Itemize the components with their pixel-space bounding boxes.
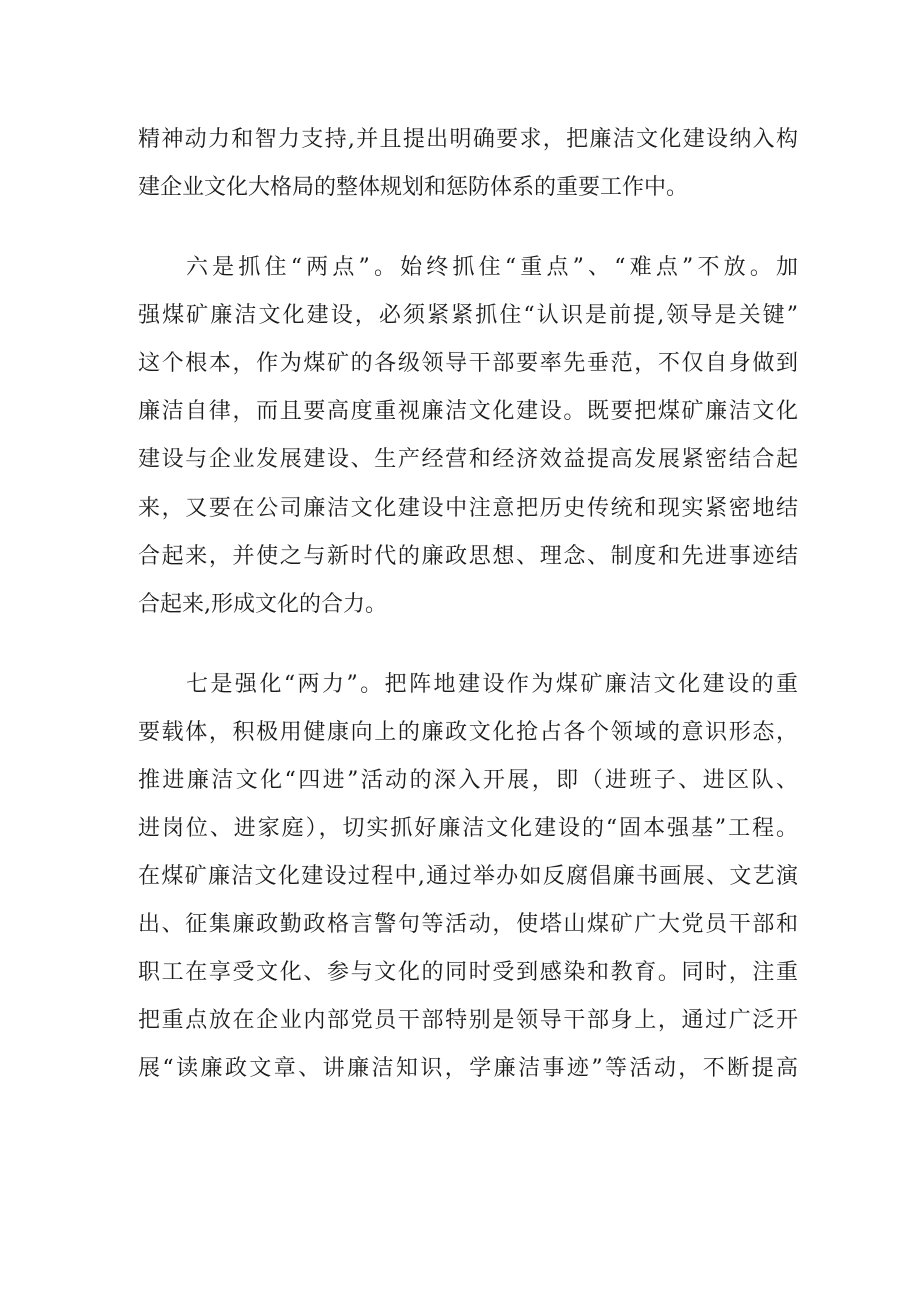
text-line: 强煤矿廉洁文化建设，必须紧紧抓住“认识是前提,领导是关键”	[138, 303, 798, 328]
text-line: 在煤矿廉洁文化建设过程中,通过举办如反腐倡廉书画展、文艺演	[138, 864, 798, 889]
text-line: 合起来,形成文化的合力。	[138, 592, 387, 617]
text-line: 进岗位、进家庭），切实抓好廉洁文化建设的“固本强基”工程。	[138, 816, 798, 841]
text-line: 建设与企业发展建设、生产经营和经济效益提高发展紧密结合起	[138, 447, 798, 472]
text-line: 这个根本，作为煤矿的各级领导干部要率先垂范，不仅自身做到	[138, 351, 798, 376]
text-line: 精神动力和智力支持,并且提出明确要求，把廉洁文化建设纳入构	[138, 127, 798, 152]
text-line: 合起来，并使之与新时代的廉政思想、理念、制度和先进事迹结	[138, 544, 798, 569]
text-line: 廉洁自律，而且要高度重视廉洁文化建设。既要把煤矿廉洁文化	[138, 399, 798, 424]
text-line: 要载体，积极用健康向上的廉政文化抢占各个领域的意识形态，	[138, 720, 798, 745]
paragraph-six-first-line: 六是抓住“两点”。始终抓住“重点”、“难点”不放。加	[186, 255, 798, 280]
text-line: 来，又要在公司廉洁文化建设中注意把历史传统和现实紧密地结	[138, 496, 798, 521]
text-line: 推进廉洁文化“四进”活动的深入开展，即（进班子、进区队、	[138, 768, 798, 793]
paragraph-seven-first-line: 七是强化“两力”。把阵地建设作为煤矿廉洁文化建设的重	[186, 672, 798, 697]
text-line: 职工在享受文化、参与文化的同时受到感染和教育。同时，注重	[138, 960, 798, 985]
text-line: 建企业文化大格局的整体规划和惩防体系的重要工作中。	[138, 175, 689, 200]
text-line: 出、征集廉政勤政格言警句等活动，使塔山煤矿广大党员干部和	[138, 912, 798, 937]
text-line: 展“读廉政文章、讲廉洁知识，学廉洁事迹”等活动，不断提高	[138, 1056, 798, 1081]
text-line: 把重点放在企业内部党员干部特别是领导干部身上，通过广泛开	[138, 1008, 798, 1033]
